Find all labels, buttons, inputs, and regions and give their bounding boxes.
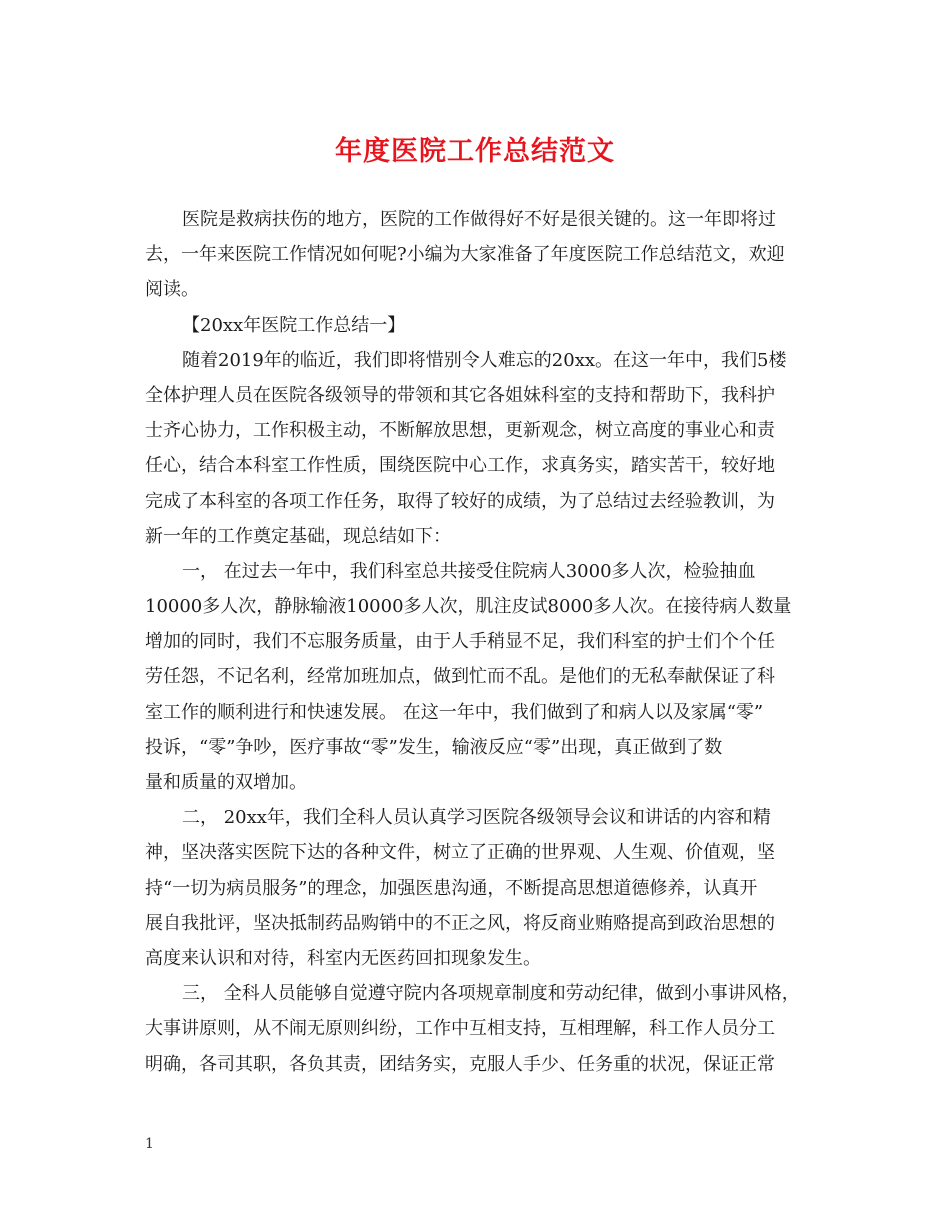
text-line: 全体护理人员在医院各级领导的带领和其它各姐妹科室的支持和帮助下，我科护 xyxy=(145,384,775,406)
text-line: 明确，各司其职，各负其责，团结务实，克服人手少、任务重的状况，保证正常 xyxy=(145,1053,775,1075)
text-line: 劳任怨，不记名利，经常加班加点，做到忙而不乱。是他们的无私奉献保证了科 xyxy=(145,666,775,688)
text-line: 【20xx年医院工作总结一】 xyxy=(182,314,406,336)
text-line: 完成了本科室的各项工作任务，取得了较好的成绩，为了总结过去经验教训，为 xyxy=(145,490,775,512)
text-line: 士齐心协力，工作积极主动，不断解放思想，更新观念，树立高度的事业心和责 xyxy=(145,420,775,442)
text-line: 阅读。 xyxy=(145,279,199,301)
text-line: 量和质量的双增加。 xyxy=(145,772,307,793)
text-line: 三， 全科人员能够自觉遵守院内各项规章制度和劳动纪律，做到小事讲风格， xyxy=(182,983,800,1005)
text-line: 神，坚决落实医院下达的各种文件，树立了正确的世界观、人生观、价值观，坚 xyxy=(145,842,775,864)
text-line: 任心，结合本科室工作性质，围绕医院中心工作，求真务实，踏实苦干，较好地 xyxy=(145,455,775,477)
text-line: 持“一切为病员服务”的理念，加强医患沟通，不断提高思想道德修养，认真开 xyxy=(145,877,758,899)
text-line: 随着2019年的临近，我们即将惜别令人难忘的20xx。在这一年中，我们5楼 xyxy=(182,349,787,371)
text-line: 增加的同时，我们不忘服务质量，由于人手稍显不足，我们科室的护士们个个任 xyxy=(145,631,775,653)
page-number: 1 xyxy=(145,1136,154,1152)
text-line: 新一年的工作奠定基础，现总结如下： xyxy=(145,525,451,547)
document-body xyxy=(145,202,817,1082)
text-line: 10000多人次，静脉输液10000多人次，肌注皮试8000多人次。在接待病人数量 xyxy=(145,596,792,618)
text-line: 室工作的顺利进行和快速发展。 在这一年中，我们做到了和病人以及家属“零” xyxy=(145,701,764,723)
text-line: 一， 在过去一年中，我们科室总共接受住院病人3000多人次，检验抽血 xyxy=(182,560,756,582)
text-line: 去，一年来医院工作情况如何呢?小编为大家准备了年度医院工作总结范文，欢迎 xyxy=(145,244,785,266)
text-line: 医院是救病扶伤的地方，医院的工作做得好不好是很关键的。这一年即将过 xyxy=(182,209,776,230)
text-line: 大事讲原则，从不闹无原则纠纷，工作中互相支持，互相理解，科工作人员分工 xyxy=(145,1018,775,1040)
document-title: 年度医院工作总结范文 xyxy=(335,136,615,167)
text-line: 投诉，“零”争吵，医疗事故“零”发生，输液反应“零”出现，真正做到了数 xyxy=(145,736,723,758)
text-line: 二， 20xx年，我们全科人员认真学习医院各级领导会议和讲话的内容和精 xyxy=(182,807,771,829)
text-line: 展自我批评，坚决抵制药品购销中的不正之风，将反商业贿赂提高到政治思想的 xyxy=(145,912,775,934)
text-line: 高度来认识和对待，科室内无医药回扣现象发生。 xyxy=(145,947,541,969)
